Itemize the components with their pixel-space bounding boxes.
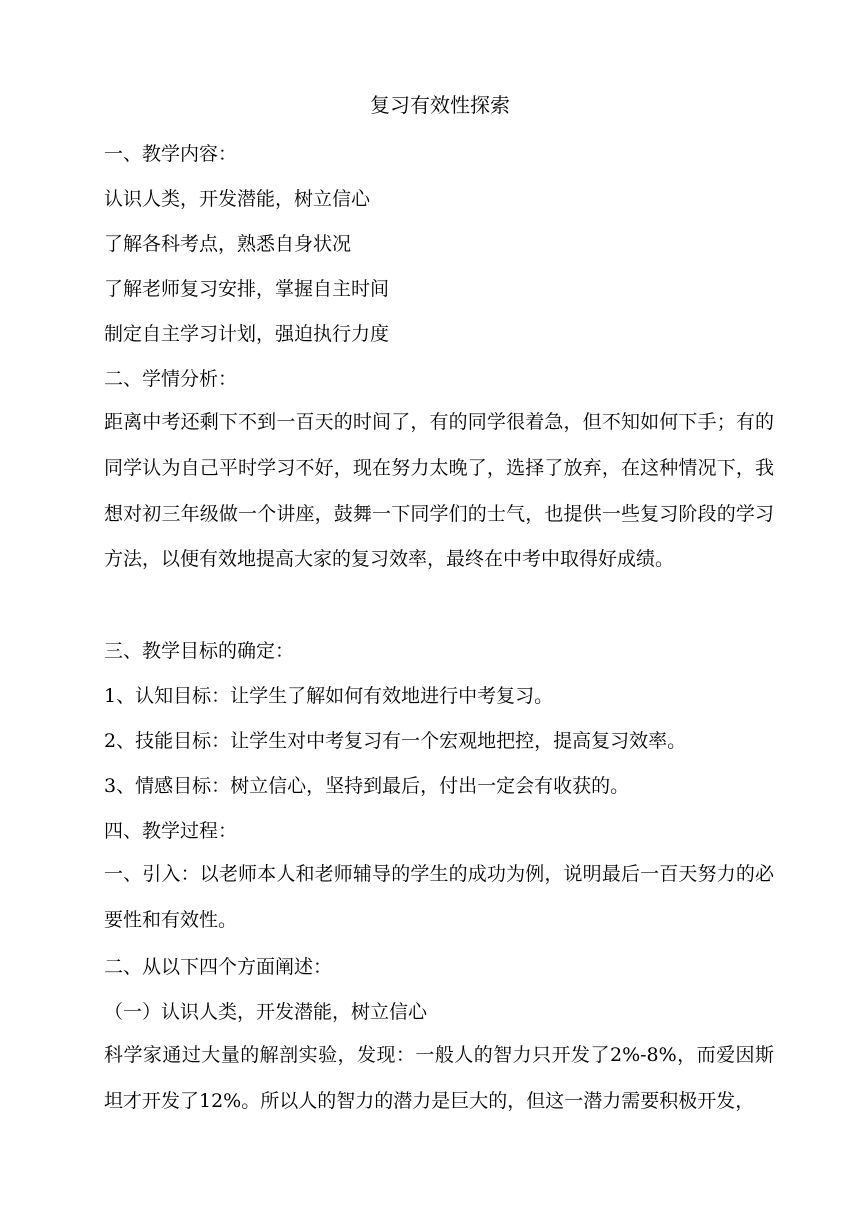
section-heading-teaching-content: 一、教学内容：: [104, 143, 238, 165]
goal-item: 2、技能目标：让学生对中考复习有一个宏观地把控，提高复习效率。: [104, 730, 687, 752]
section-heading-learning-analysis: 二、学情分析：: [104, 368, 238, 390]
section-heading-teaching-process: 四、教学过程：: [104, 820, 238, 842]
content-item: 认识人类，开发潜能，树立信心: [104, 188, 371, 210]
content-item: 制定自主学习计划，强迫执行力度: [104, 323, 390, 345]
subsection-heading: （一）认识人类，开发潜能，树立信心: [104, 1001, 428, 1023]
aspects-heading: 二、从以下四个方面阐述：: [104, 956, 333, 978]
subsection-paragraph: 科学家通过大量的解剖实验，发现：一般人的智力只开发了2%-8%，而爱因斯坦才开发了12%。所以人的智力的潜力是巨大的，但这一潜力需要积极开发，: [104, 1044, 774, 1112]
section-heading-teaching-goals: 三、教学目标的确定：: [104, 640, 295, 662]
content-item: 了解老师复习安排，掌握自主时间: [104, 278, 390, 300]
learning-analysis-paragraph: 距离中考还剩下不到一百天的时间了，有的同学很着急，但不知如何下手；有的同学认为自己平时学习不好，现在努力太晚了，选择了放弃，在这种情况下，我想对初三年级做一个讲座，鼓舞一下同学们的士气，也提供一些复习阶段的学习方法，以便有效地提高大家的复习效率，最终在中考中取得好成绩。: [104, 411, 774, 571]
process-intro-paragraph: 一、引入：以老师本人和老师辅导的学生的成功为例，说明最后一百天努力的必要性和有效性。: [104, 863, 774, 931]
content-item: 了解各科考点，熟悉自身状况: [104, 233, 352, 255]
goal-item: 1、认知目标：让学生了解如何有效地进行中考复习。: [104, 685, 554, 707]
document-title: 复习有效性探索: [370, 93, 510, 117]
goal-item: 3、情感目标：树立信心，坚持到最后，付出一定会有收获的。: [104, 775, 630, 797]
